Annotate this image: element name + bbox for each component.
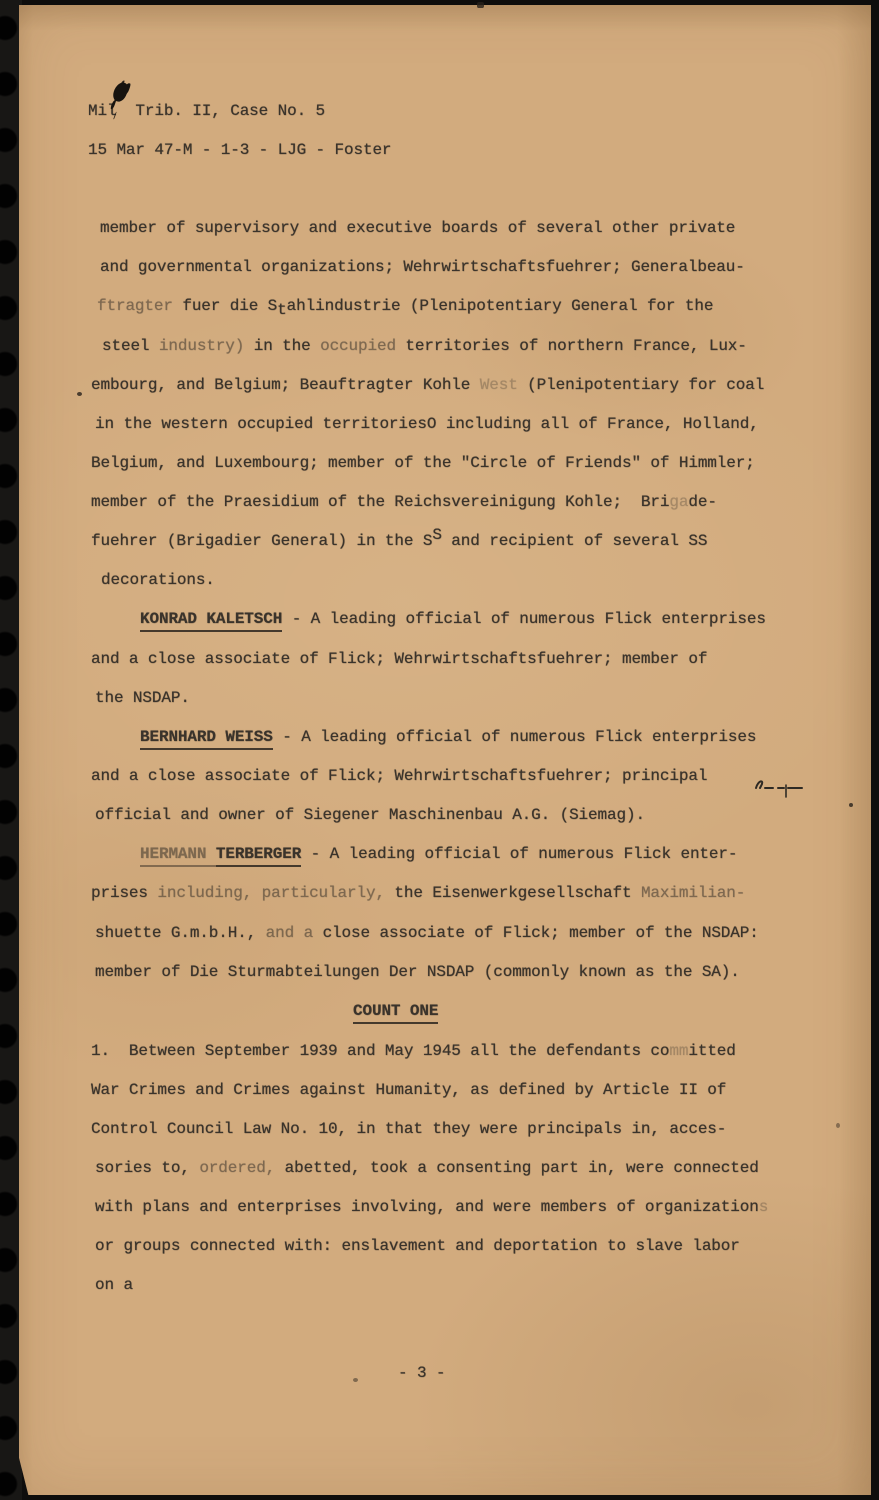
text-run: or groups connected with: enslavement and deportation to slave labor [95, 1237, 740, 1255]
text-run: close associate of Flick; member of the NSDAP: [313, 924, 759, 942]
case-header-line [88, 140, 391, 161]
text-run: and a [265, 924, 314, 942]
document-line [91, 1080, 726, 1101]
case-header-line [88, 101, 325, 122]
document-line [140, 727, 756, 748]
text-run: Maximilian- [640, 884, 746, 902]
text-run: in the [244, 337, 321, 355]
document-line [91, 649, 707, 670]
text-run: and recipient of several SS [441, 532, 708, 550]
text-run: Control Council Law No. 10, in that they were principals in, acces- [91, 1120, 727, 1138]
text-run: War Crimes and Crimes against Humanity, as defined by Article II of [91, 1081, 727, 1099]
document-line [100, 257, 745, 278]
text-run: in the western occupied territoriesO including all of France, Holland, [95, 415, 759, 433]
text-run: 1. Between September 1939 and May 1945 all the defendants co [91, 1042, 670, 1060]
text-run: member of Die Sturmabteilungen Der NSDAP (commonly known as the SA). [95, 963, 740, 981]
document-line [102, 336, 747, 357]
text-run: steel [102, 337, 159, 355]
document-line [91, 1119, 726, 1140]
text-run: industry) [158, 337, 245, 355]
text-run: on a [95, 1276, 133, 1294]
text-run: and a close associate of Flick; Wehrwirtschaftsfuehrer; member of [91, 650, 708, 668]
text-run: abetted, took a consenting part in, were connected [275, 1159, 759, 1177]
text-run: Belgium, and Luxembourg; member of the "Circle of Friends" of Himmler; [91, 454, 755, 472]
document-line [140, 609, 766, 630]
text-run: including, particularly, [157, 884, 385, 902]
underlined-name: HERMANN [140, 845, 216, 867]
text-run: with plans and enterprises involving, and were members of organization [95, 1198, 759, 1216]
document-line [95, 688, 190, 709]
text-run: - 3 - [398, 1364, 446, 1382]
document-line [97, 296, 713, 317]
text-run: embourg, and Belgium; Beauftragter Kohle [91, 376, 480, 394]
document-line [95, 1197, 768, 1218]
underlined-name: S [432, 526, 442, 544]
document-line [100, 218, 735, 239]
text-run: de- [688, 493, 717, 511]
document-line [95, 1158, 759, 1179]
document-line [91, 1041, 736, 1062]
document-line [91, 526, 708, 552]
text-run: ga [669, 493, 689, 511]
text-run: member of supervisory and executive boards of several other private [100, 219, 736, 237]
paper-speck [477, 2, 484, 8]
text-run: Mil Trib. II, Case No. 5 [88, 102, 326, 120]
document-line [95, 923, 759, 944]
document-line [101, 570, 215, 591]
binding-edge [0, 0, 22, 1500]
text-run: decorations. [101, 571, 215, 589]
document-line [91, 375, 764, 396]
text-run: occupied [320, 337, 396, 355]
text-run: ordered, [199, 1159, 276, 1177]
text-run: (Plenipotentiary for coal [517, 376, 765, 394]
document-line [91, 766, 707, 787]
document-line [91, 453, 755, 474]
text-run: 15 Mar 47-M - 1-3 - LJG - Foster [88, 141, 392, 159]
text-run: sories to, [95, 1159, 200, 1177]
underlined-name: t [277, 301, 287, 319]
document-line [95, 414, 759, 435]
text-run: territories of northern France, Lux- [395, 337, 747, 355]
text-run: fuer die S [182, 297, 278, 315]
text-run: s [758, 1198, 769, 1216]
text-run: - A leading official of numerous Flick enterprises [272, 728, 757, 746]
text-run: - A leading official of numerous Flick enter- [301, 845, 738, 863]
handwritten-pencil-mark [748, 772, 820, 804]
underlined-name: KONRAD KALETSCH [140, 610, 282, 632]
text-run: prises [91, 884, 158, 902]
underlined-name: COUNT ONE [353, 1002, 438, 1024]
document-line [95, 805, 645, 826]
paper-speck [77, 392, 82, 396]
text-run: ftragter [97, 297, 183, 315]
text-run: itted [688, 1042, 736, 1060]
text-run: fuehrer (Brigadier General) in the S [91, 532, 433, 550]
paper-speck [836, 1123, 840, 1128]
document-line [91, 883, 745, 904]
document-line [91, 492, 717, 513]
document-line [95, 1236, 740, 1257]
underlined-name: BERNHARD WEISS [140, 728, 273, 750]
text-run: West [479, 376, 518, 394]
text-run: the NSDAP. [95, 689, 190, 707]
page-number [398, 1363, 445, 1384]
text-run: and a close associate of Flick; Wehrwirtschaftsfuehrer; principal [91, 767, 708, 785]
text-run: mm [669, 1042, 689, 1060]
text-run: the Eisenwerkgesellschaft [384, 884, 641, 902]
text-run: ahlindustrie (Plenipotentiary General for the [286, 297, 714, 315]
paper-speck [353, 1378, 358, 1382]
underlined-name: TERBERGER [216, 845, 301, 867]
paper-speck [849, 803, 853, 807]
text-run: and governmental organizations; Wehrwirtschaftsfuehrer; Generalbeau- [100, 258, 745, 276]
text-run: shuette G.m.b.H., [95, 924, 266, 942]
text-run: - A leading official of numerous Flick enterprises [282, 610, 766, 628]
text-run: official and owner of Siegener Maschinenbau A.G. (Siemag). [95, 806, 645, 824]
document-line [95, 1275, 133, 1296]
document-line [140, 844, 737, 865]
document-line [95, 962, 740, 983]
count-one-heading [353, 1001, 438, 1022]
text-run: member of the Praesidium of the Reichsvereinigung Kohle; Bri [91, 493, 670, 511]
